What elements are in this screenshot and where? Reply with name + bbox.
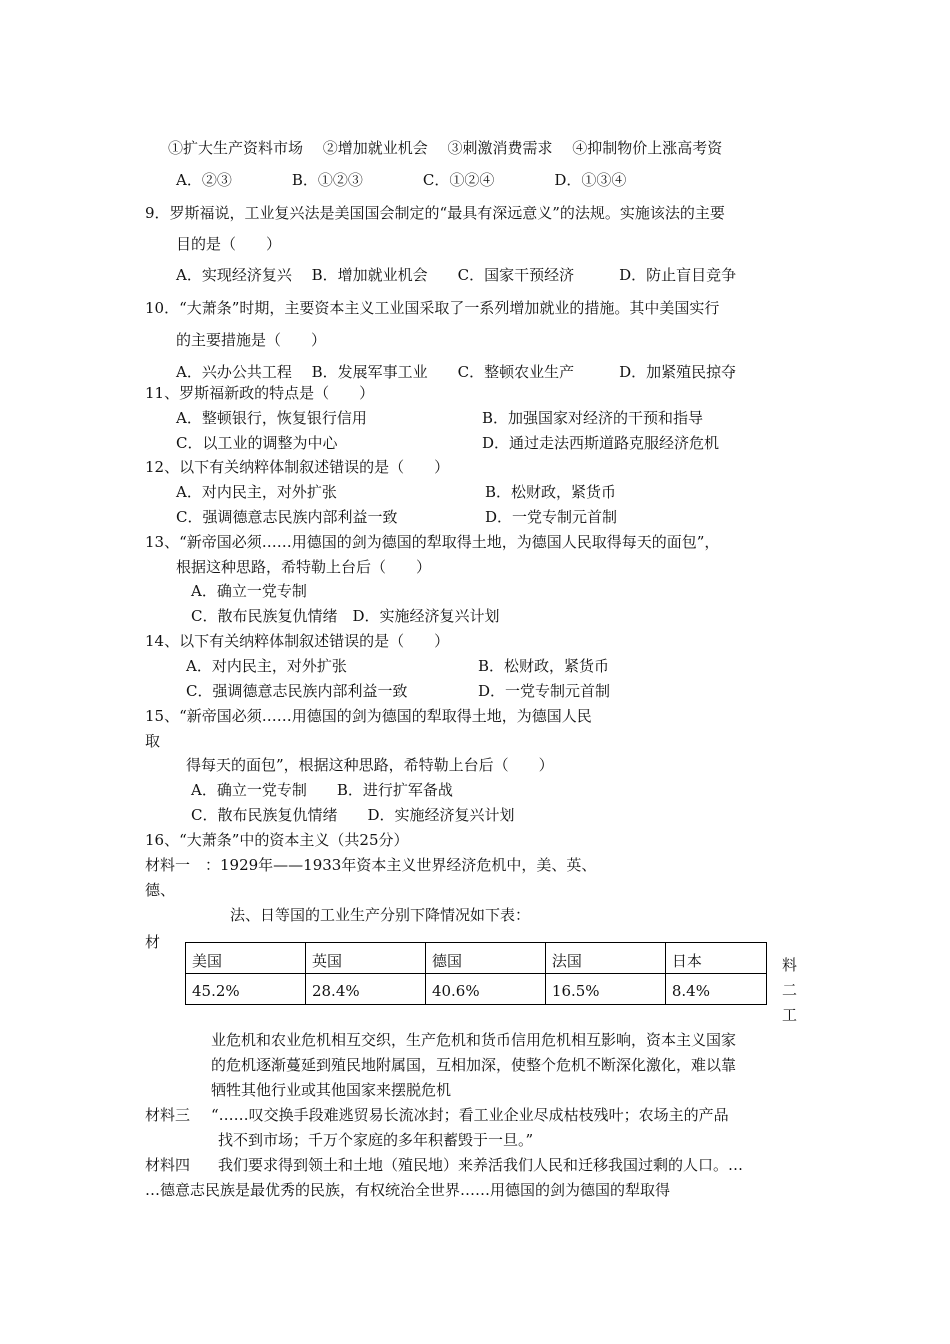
q14-option-d: D．一党专制元首制 (478, 682, 611, 700)
material-1-line1-wrap: 德、 (145, 881, 176, 899)
material-2-side-char: 工 (782, 1006, 798, 1024)
q11-stem: 11、罗斯福新政的特点是（ ） (145, 384, 375, 402)
q10-answers: A．兴办公共工程 B．发展军事工业 C．整顿农业生产 D．加紧殖民掠夺 (176, 363, 737, 381)
q16-title: 16、“大萧条”中的资本主义（共25分） (145, 831, 409, 849)
table-cell-decline: 45.2% (186, 974, 306, 1005)
q13-options-cd: C．散布民族复仇情绪 D．实施经济复兴计划 (191, 607, 500, 625)
q12-option-b: B．松财政，紧货币 (485, 483, 617, 501)
q11-option-a: A．整顿银行，恢复银行信用 (176, 409, 367, 427)
table-cell-decline: 8.4% (665, 974, 766, 1005)
q14-option-a: A．对内民主，对外扩张 (186, 657, 347, 675)
material-2-line1: 业危机和农业危机相互交织，生产危机和货币信用危机相互影响，资本主义国家 (211, 1031, 737, 1049)
q14-option-b: B．松财政，紧货币 (478, 657, 610, 675)
table-cell-decline: 40.6% (425, 974, 545, 1005)
table-cell-country: 德国 (425, 943, 545, 974)
material-3-line1: “……叹交换手段难逃贸易长流冰封；看工业企业尽成枯枝残叶；农场主的产品 (211, 1106, 729, 1124)
q13-stem-line1: 13、“新帝国必须……用德国的剑为德国的犁取得土地，为德国人民取得每天的面包”， (145, 533, 720, 551)
material-4-line1: 我们要求得到领土和土地（殖民地）来养活我们人民和迁移我国过剩的人口。… (218, 1156, 744, 1174)
material-4-label: 材料四 (145, 1156, 191, 1174)
q12-option-c: C．强调德意志民族内部利益一致 (176, 508, 398, 526)
production-decline-table (185, 942, 767, 1005)
q15-stem-line1-wrap: 取 (145, 732, 161, 750)
q15-options-ab: A．确立一党专制 B．进行扩军备战 (191, 781, 453, 799)
material-3-label: 材料三 (145, 1106, 191, 1124)
table-cell-decline: 16.5% (545, 974, 665, 1005)
material-2-side-char: 二 (782, 981, 798, 999)
q9-stem-line1: 9．罗斯福说，工业复兴法是美国国会制定的“最具有深远意义”的法规。实施该法的主要 (145, 204, 725, 222)
material-2-line2: 的危机逐渐蔓延到殖民地附属国，互相加深，使整个危机不断深化激化，难以靠 (211, 1056, 737, 1074)
table-cell-decline: 28.4% (305, 974, 425, 1005)
table-cell-country: 法国 (545, 943, 665, 974)
q12-option-d: D．一党专制元首制 (485, 508, 618, 526)
table-cell-country: 日本 (665, 943, 766, 974)
material-1-line2: 法、日等国的工业生产分别下降情况如下表： (230, 906, 531, 924)
material-1-side-char: 材 (145, 933, 161, 951)
material-2-side-char: 料 (782, 956, 798, 974)
q13-stem-line2: 根据这种思路，希特勒上台后（ ） (176, 558, 432, 576)
q14-stem: 14、以下有关纳粹体制叙述错误的是（ ） (145, 632, 450, 650)
q8-options-line: ①扩大生产资料市场 ②增加就业机会 ③刺激消费需求 ④抑制物价上涨高考资 (168, 139, 723, 157)
table-cell-country: 美国 (186, 943, 306, 974)
q15-stem-line1: 15、“新帝国必须……用德国的剑为德国的犁取得土地，为德国人民 (145, 707, 592, 725)
q10-stem-line1: 10．“大萧条”时期，主要资本主义工业国采取了一系列增加就业的措施。其中美国实行 (145, 299, 720, 317)
table-value-row (186, 974, 767, 1005)
material-4-line2: …德意志民族是最优秀的民族，有权统治全世界……用德国的剑为德国的犁取得 (145, 1181, 671, 1199)
q15-options-cd: C．散布民族复仇情绪 D．实施经济复兴计划 (191, 806, 515, 824)
table-cell-country: 英国 (305, 943, 425, 974)
q11-option-b: B．加强国家对经济的干预和指导 (482, 409, 704, 427)
q11-option-c: C．以工业的调整为中心 (176, 434, 338, 452)
q11-option-d: D．通过走法西斯道路克服经济危机 (482, 434, 720, 452)
q15-stem-line2: 得每天的面包”，根据这种思路，希特勒上台后（ ） (186, 756, 554, 774)
q9-answers: A．实现经济复兴 B．增加就业机会 C．国家干预经济 D．防止盲目竞争 (176, 266, 737, 284)
q13-option-a: A．确立一党专制 (191, 582, 307, 600)
q12-option-a: A．对内民主，对外扩张 (176, 483, 337, 501)
q12-stem: 12、以下有关纳粹体制叙述错误的是（ ） (145, 458, 450, 476)
material-2-line3: 牺牲其他行业或其他国家来摆脱危机 (211, 1081, 452, 1099)
q10-stem-line2: 的主要措施是（ ） (176, 331, 327, 349)
q14-option-c: C．强调德意志民族内部利益一致 (186, 682, 408, 700)
q9-stem-line2: 目的是（ ） (176, 235, 282, 253)
table-header-row (186, 943, 767, 974)
material-1-line1: 材料一 ：1929年——1933年资本主义世界经济危机中，美、英、 (145, 856, 597, 874)
material-3-line2: 找不到市场；千万个家庭的多年积蓄毁于一旦。” (218, 1131, 534, 1149)
q8-answers: A．②③ B．①②③ C．①②④ D．①③④ (176, 171, 627, 189)
